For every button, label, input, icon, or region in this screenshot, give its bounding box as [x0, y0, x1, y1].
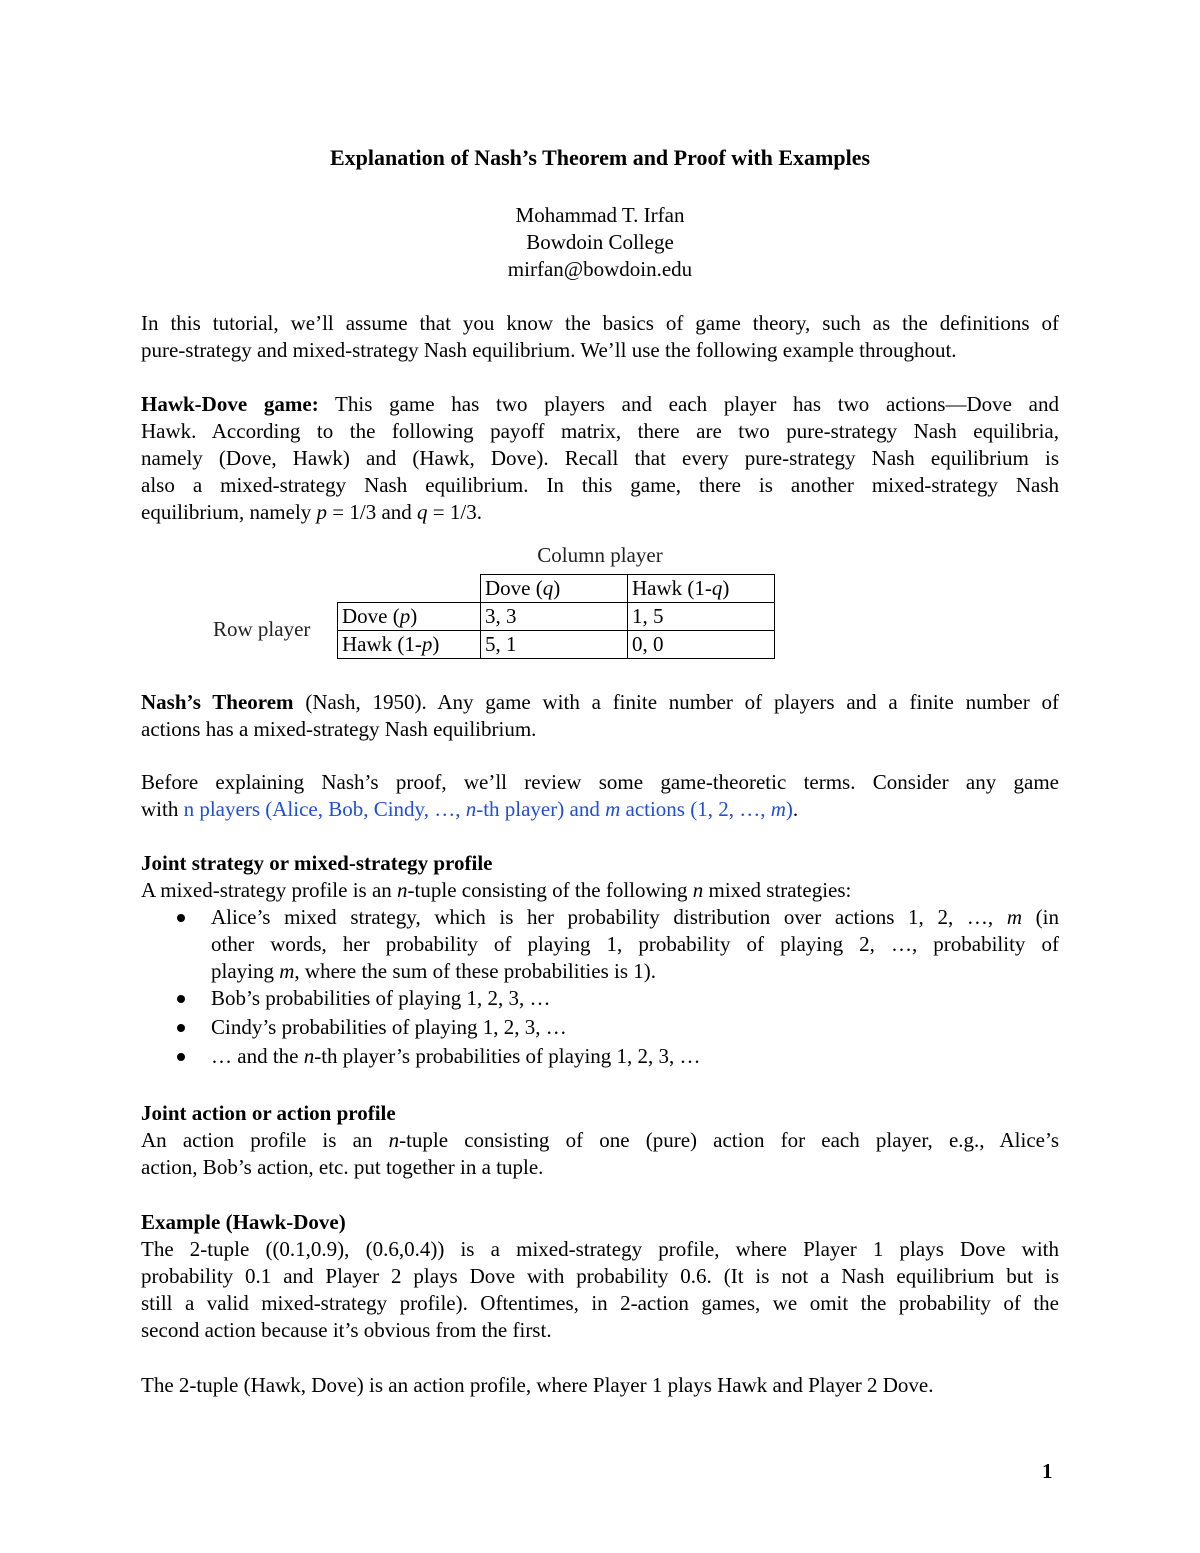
terms-text: . [792, 797, 799, 821]
hawk-dove-text: equilibrium, namely [141, 500, 317, 524]
hawk-dove-paragraph [141, 391, 1059, 526]
header-text: Hawk (1- [632, 576, 712, 600]
header-var: q [711, 576, 723, 600]
bullet-icon [177, 995, 185, 1003]
joint-action-section [141, 1100, 1059, 1181]
author-affiliation: Bowdoin College [526, 230, 674, 254]
example-line: still a valid mixed-strategy profile). Oftentimes, in 2-action games, we omit the probability of the [141, 1291, 1059, 1315]
author-name: Mohammad T. Irfan [515, 203, 685, 227]
header-text: ) [722, 576, 730, 600]
hawk-dove-line: Hawk. According to the following payoff matrix, there are two pure-strategy Nash equilibria, [141, 419, 1059, 443]
header-text: ) [432, 632, 440, 656]
intro-paragraph [141, 310, 1059, 364]
joint-action-line [141, 1127, 1059, 1154]
terms-line: Before explaining Nash’s proof, we’ll review some game-theoretic terms. Consider any game [141, 770, 1059, 794]
header-text: Dove ( [485, 576, 543, 600]
hawk-dove-line: namely (Dove, Hawk) and (Hawk, Dove). Recall that every pure-strategy Nash equilibrium is [141, 446, 1059, 470]
list-line: other words, her probability of playing 1, probability of playing 2, …, probability of [211, 932, 1059, 956]
col-header-hawk [628, 575, 775, 603]
header-var: q [542, 576, 554, 600]
hawk-dove-line: also a mixed-strategy Nash equilibrium. In this game, there is another mixed-strategy Nash [141, 473, 1059, 497]
action-text: An action profile is an [141, 1128, 389, 1152]
payoff-matrix [337, 574, 775, 659]
payoff-header-row [338, 575, 775, 603]
item-text: playing [211, 959, 280, 983]
terms-text: with [141, 797, 184, 821]
hawk-dove-line [141, 499, 1059, 526]
highlight-text: actions (1, 2, …, [620, 797, 771, 821]
theorem-text: (Nash, 1950). Any game with a finite number of players and a finite number of [293, 690, 1060, 714]
example-section [141, 1209, 1059, 1344]
intro-line: pure-strategy and mixed-strategy Nash equilibrium. We’ll use the following example throughout. [141, 338, 957, 362]
header-var: p [399, 604, 411, 628]
list-line [211, 904, 1059, 931]
players-actions-highlight [184, 797, 793, 821]
list-item [141, 1014, 1059, 1043]
row-player-label: Row player [213, 617, 311, 641]
hawk-dove-text: = 1/3. [427, 500, 482, 524]
terms-paragraph [141, 769, 1059, 823]
example-line: probability 0.1 and Player 2 plays Dove with probability 0.6. (It is not a Nash equilibrium but is [141, 1264, 1059, 1288]
lead-text: A mixed-strategy profile is an [141, 878, 398, 902]
var-n: n [465, 797, 477, 821]
highlight-text: ) [785, 797, 793, 821]
item-text: … and the [211, 1044, 304, 1068]
item-text: , where the sum of these probabilities is 1). [294, 959, 657, 983]
hawk-dove-text: This game has two players and each player has two actions—Dove and [318, 392, 1060, 416]
var-n: n [692, 878, 704, 902]
payoff-cell: 3, 3 [481, 603, 628, 631]
item-text: -th player’s probabilities of playing 1, 2, 3, … [314, 1044, 701, 1068]
action-profile-paragraph [141, 1372, 1059, 1399]
example-heading: Example (Hawk-Dove) [141, 1210, 346, 1234]
document-title: Explanation of Nash’s Theorem and Proof with Examples [329, 145, 871, 170]
bullet-icon [177, 914, 185, 922]
hawk-dove-line [141, 391, 1059, 418]
item-text: Bob’s probabilities of playing 1, 2, 3, … [211, 986, 551, 1010]
bullet-icon [177, 1024, 185, 1032]
payoff-cell: 1, 5 [628, 603, 775, 631]
page-number: 1 [1042, 1459, 1053, 1483]
theorem-paragraph [141, 689, 1059, 743]
header-text: Hawk (1- [342, 632, 422, 656]
author-block [141, 202, 1059, 283]
header-var: p [421, 632, 433, 656]
joint-action-heading: Joint action or action profile [141, 1101, 396, 1125]
theorem-line [141, 689, 1059, 716]
hawk-dove-text: = 1/3 and [327, 500, 418, 524]
lead-text: mixed strategies: [703, 878, 852, 902]
header-text: ) [553, 576, 561, 600]
highlight-text: n players (Alice, Bob, Cindy, …, [183, 797, 466, 821]
joint-strategy-lead [141, 877, 1059, 904]
header-text: ) [410, 604, 418, 628]
var-m: m [279, 959, 295, 983]
var-m: m [1006, 905, 1022, 929]
payoff-matrix-figure [141, 538, 1059, 668]
mixed-strategy-list [141, 904, 1059, 1072]
list-line [211, 958, 1059, 985]
col-header-dove [481, 575, 628, 603]
lead-text: -tuple consisting of the following [407, 878, 693, 902]
var-n: n [303, 1044, 315, 1068]
var-m: m [770, 797, 786, 821]
example-line: The 2-tuple (Hawk, Dove) is an action profile, where Player 1 plays Hawk and Player 2 Dove. [141, 1373, 934, 1397]
payoff-cell: 5, 1 [481, 631, 628, 659]
var-m: m [605, 797, 621, 821]
terms-line [141, 796, 1059, 823]
list-item [141, 985, 1059, 1014]
column-player-label: Column player [537, 543, 663, 567]
joint-strategy-section [141, 850, 1059, 904]
bullet-icon [177, 1053, 185, 1061]
item-text: (in [1022, 905, 1060, 929]
example-line: second action because it’s obvious from the first. [141, 1318, 552, 1342]
theorem-line: actions has a mixed-strategy Nash equilibrium. [141, 717, 537, 741]
theorem-label: Nash’s Theorem [141, 690, 294, 714]
payoff-row-dove [338, 603, 775, 631]
item-text: Alice’s mixed strategy, which is her probability distribution over actions 1, 2, …, [211, 905, 1007, 929]
payoff-cell: 0, 0 [628, 631, 775, 659]
var-n: n [397, 878, 408, 902]
header-text: Dove ( [342, 604, 400, 628]
joint-strategy-heading: Joint strategy or mixed-strategy profile [141, 851, 493, 875]
author-email: mirfan@bowdoin.edu [507, 257, 693, 281]
hawk-dove-label: Hawk-Dove game: [141, 392, 319, 416]
var-q: q [417, 500, 428, 524]
highlight-text: -th player) and [476, 797, 606, 821]
example-line: The 2-tuple ((0.1,0.9), (0.6,0.4)) is a mixed-strategy profile, where Player 1 plays Dove with [141, 1237, 1059, 1261]
row-header-dove [338, 603, 481, 631]
list-item [141, 1043, 1059, 1072]
payoff-row-hawk [338, 631, 775, 659]
intro-line: In this tutorial, we’ll assume that you know the basics of game theory, such as the definitions of [141, 311, 1059, 335]
item-text: Cindy’s probabilities of playing 1, 2, 3, … [211, 1015, 567, 1039]
var-n: n [388, 1128, 400, 1152]
empty-cell [338, 575, 481, 603]
list-item [141, 904, 1059, 985]
joint-action-line: action, Bob’s action, etc. put together in a tuple. [141, 1155, 544, 1179]
row-header-hawk [338, 631, 481, 659]
var-p: p [316, 500, 328, 524]
action-text: -tuple consisting of one (pure) action for each player, e.g., Alice’s [399, 1128, 1059, 1152]
